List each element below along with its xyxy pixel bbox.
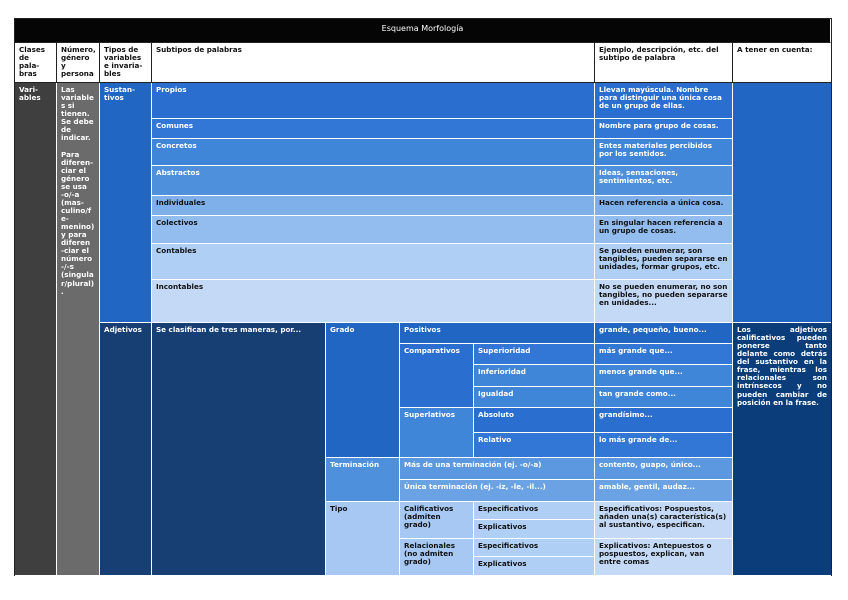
header-tipos: Tipos de variables e invaria- bles	[100, 43, 152, 83]
subtipo-comunes: Comunes	[152, 119, 595, 139]
positivos-desc: grande, pequeño, bueno...	[595, 323, 733, 344]
grado-label: Grado	[326, 323, 400, 458]
terminacion-label: Terminación	[326, 458, 400, 502]
relativo-label: Relativo	[474, 433, 595, 458]
superlativos-label: Superlativos	[400, 408, 474, 458]
header-tener: A tener en cuenta:	[733, 43, 831, 83]
desc-incontables: No se pueden enumerar, no son tangibles, no pueden separarse en unidades...	[595, 280, 733, 323]
inferioridad-label: Inferioridad	[474, 365, 595, 387]
unica-desc: amable, gentil, audaz...	[595, 480, 733, 502]
mas-una-terminacion: Más de una terminación (ej. -o/-a)	[400, 458, 595, 480]
relacionales-label: Relacionales (no admiten grado)	[400, 539, 474, 576]
adjetivos-intro: Se clasifican de tres maneras, por...	[152, 323, 326, 576]
header-clases: Clases de pala- bras	[15, 43, 57, 83]
igualdad-label: Igualdad	[474, 387, 595, 408]
especificativos-rel: Especificativos	[474, 539, 595, 557]
absoluto-label: Absoluto	[474, 408, 595, 433]
desc-contables: Se pueden enumerar, son tangibles, pueden separarse en unidades, formar grupos, etc.	[595, 244, 733, 280]
desc-individuales: Hacen referencia a única cosa.	[595, 196, 733, 216]
desc-comunes: Nombre para grupo de cosas.	[595, 119, 733, 139]
comparativos-label: Comparativos	[400, 344, 474, 408]
adjetivos-label: Adjetivos	[100, 323, 152, 576]
desc-abstractos: Ideas, sensaciones, sentimientos, etc.	[595, 166, 733, 196]
inferioridad-desc: menos grande que...	[595, 365, 733, 387]
superioridad-desc: más grande que...	[595, 344, 733, 365]
positivos-label: Positivos	[400, 323, 595, 344]
morphology-table	[14, 18, 832, 576]
tipo-label: Tipo	[326, 502, 400, 576]
especificativos-cal: Especificativos	[474, 502, 595, 520]
subtipo-colectivos: Colectivos	[152, 216, 595, 244]
superioridad-label: Superioridad	[474, 344, 595, 365]
clase-variables: Vari- ables	[15, 83, 57, 576]
numero-genero-text: Las variable s si tienen. Se debe de indicar. Para diferen- ciar el género se usa -o/-a (mas- culino/f e- menino) y para diferen -ciar el número -/-s (singula r/plural) .	[57, 83, 100, 576]
calificativos-label: Calificativos (admiten grado)	[400, 502, 474, 539]
subtipo-concretos: Concretos	[152, 139, 595, 166]
unica-terminacion: Única terminación (ej. -iz, -le, -il...)	[400, 480, 595, 502]
explicativos-desc: Explicativos: Antepuestos o pospuestos, explican, van entre comas	[595, 539, 733, 576]
igualdad-desc: tan grande como...	[595, 387, 733, 408]
absoluto-desc: grandísimo...	[595, 408, 733, 433]
header-subtipos: Subtipos de palabras	[152, 43, 595, 83]
explicativos-rel: Explicativos	[474, 557, 595, 576]
especificativos-desc: Especificativos: Pospuestos, añaden una(s) característica(s) al sustantivo, especifican.	[595, 502, 733, 539]
nota-sustantivos-empty	[733, 83, 831, 323]
nota-adjetivos: Los adjetivos calificativos pueden ponerse tanto delante como detrás del sustantivo en la frase, mientras los relacionales son intrínsecos y no pueden cambiar de posición en la frase.	[733, 323, 831, 576]
header-numero: Número, género y persona	[57, 43, 100, 83]
table-title: Esquema Morfología	[15, 19, 831, 43]
relativo-desc: lo más grande de...	[595, 433, 733, 458]
explicativos-cal: Explicativos	[474, 520, 595, 539]
mas-una-desc: contento, guapo, único...	[595, 458, 733, 480]
desc-colectivos: En singular hacen referencia a un grupo de cosas.	[595, 216, 733, 244]
subtipo-abstractos: Abstractos	[152, 166, 595, 196]
header-ejemplo: Ejemplo, descripción, etc. del subtipo de palabra	[595, 43, 733, 83]
subtipo-incontables: Incontables	[152, 280, 595, 323]
subtipo-contables: Contables	[152, 244, 595, 280]
desc-propios: Llevan mayúscula. Nombre para distinguir una única cosa de un grupo de ellas.	[595, 83, 733, 119]
subtipo-individuales: Individuales	[152, 196, 595, 216]
desc-concretos: Entes materiales percibidos por los sentidos.	[595, 139, 733, 166]
subtipo-propios: Propios	[152, 83, 595, 119]
sustantivos-label: Sustan- tivos	[100, 83, 152, 323]
